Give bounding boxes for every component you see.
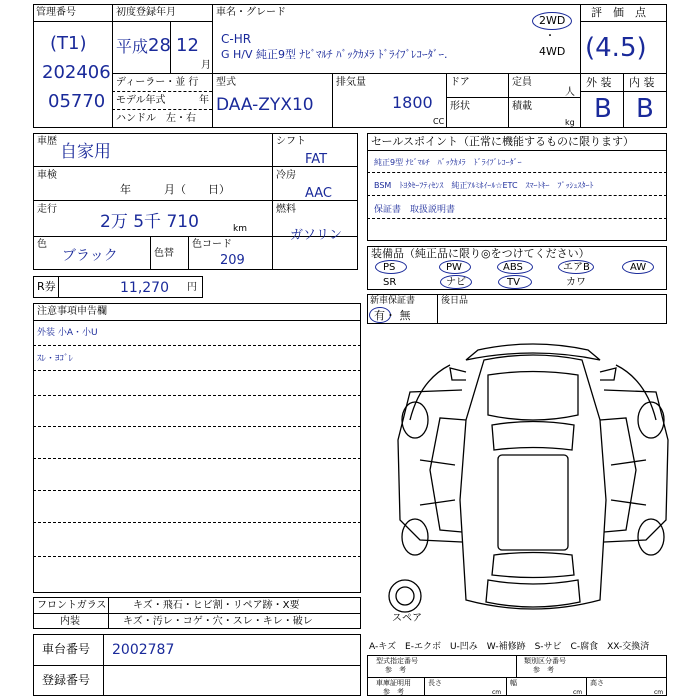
front-glass-label: フロントガラス	[37, 600, 107, 611]
exterior-grade: B	[594, 94, 612, 124]
height-label: 高さ	[590, 679, 604, 687]
length-unit: cm	[492, 689, 502, 696]
width-unit: cm	[573, 689, 583, 696]
spare-label: スペア	[392, 613, 422, 624]
shift-value: FAT	[305, 152, 328, 167]
notes-line-2: ｽﾚ・ﾖｺﾞﾚ	[37, 354, 74, 364]
ac-label: 冷房	[276, 170, 296, 181]
equip-tv: TV	[507, 277, 520, 288]
sales-point-line-1: 純正9型 ﾅﾋﾞﾏﾙﾁ ﾊﾞｯｸｶﾒﾗ ﾄﾞﾗｲﾌﾞﾚｺｰﾀﾞｰ	[374, 158, 522, 167]
recycle-label: R券	[37, 280, 56, 293]
car-grade: G H/V 純正9型 ﾅﾋﾞﾏﾙﾁ ﾊﾞｯｸｶﾒﾗ ﾄﾞﾗｲﾌﾞﾚｺｰﾀﾞｰ.	[221, 48, 448, 61]
vehicle-cert-label: 車庫証明用	[376, 679, 411, 687]
category-label: 類別区分番号	[524, 657, 566, 665]
vehicle-cert-reference: 参 考	[383, 688, 404, 696]
warranty-options: 有・ 無	[374, 309, 411, 322]
interior-condition-label: 内装	[60, 616, 80, 627]
color-change-label: 色替	[154, 248, 174, 259]
history-value: 自家用	[60, 142, 111, 162]
dealer-label: ディーラー・並 行	[116, 77, 199, 88]
lot-number-label: 管理番号	[36, 7, 76, 18]
score-label: 評 価 点	[591, 6, 646, 19]
equip-airbag: エアB	[563, 262, 590, 273]
displacement-value: 1800	[392, 93, 433, 112]
type-label: 型式	[216, 77, 236, 88]
type-designation-label: 型式指定番号	[376, 657, 418, 665]
shaken-label: 車検	[37, 170, 57, 181]
overall-score: (4.5)	[585, 33, 647, 63]
mileage-label: 走行	[37, 204, 57, 215]
length-label: 長さ	[428, 679, 442, 687]
displacement-label: 排気量	[336, 77, 366, 88]
yen-unit: 円	[187, 282, 197, 293]
recycle-value: 11,270	[120, 280, 169, 296]
interior-grade: B	[636, 94, 654, 124]
registration-year: 28	[148, 35, 171, 56]
height-unit: cm	[654, 689, 664, 696]
equip-sr: SR	[383, 277, 397, 288]
mileage-value: 2万 5千 710	[100, 212, 199, 232]
type-value: DAA-ZYX10	[216, 95, 314, 115]
equip-ps: PS	[383, 262, 396, 273]
lot-prefix: (T1)	[50, 33, 87, 54]
warranty-label: 新車保証書	[370, 296, 416, 306]
type-designation-reference: 参 考	[385, 666, 406, 674]
ac-value: AAC	[305, 186, 332, 201]
equip-leather: カワ	[566, 277, 586, 288]
chassis-number: 2002787	[112, 642, 175, 658]
chassis-label: 車台番号	[42, 642, 91, 656]
shape-label: 形状	[450, 101, 470, 112]
drive-2wd: 2WD	[539, 14, 566, 27]
registration-number-label: 登録番号	[42, 673, 91, 687]
load-label: 積載	[512, 101, 532, 112]
notes-line-1: 外装 小A・小U	[37, 328, 98, 338]
kg-unit: kg	[565, 118, 575, 127]
interior-label: 内 装	[629, 76, 655, 89]
handle-label: ハンドル 左・右	[116, 113, 196, 124]
capacity-label: 定員	[512, 77, 532, 88]
door-label: ドア	[450, 77, 470, 88]
model-year-unit: 年	[199, 95, 209, 106]
exterior-label: 外 装	[586, 76, 612, 89]
later-items-label: 後日品	[441, 296, 469, 306]
month-unit: 月	[201, 60, 211, 71]
fuel-value: ガソリン	[290, 228, 343, 243]
notes-title: 注意事項申告欄	[37, 306, 107, 317]
equip-navi: ナビ	[446, 277, 466, 288]
interior-condition-text: キズ・汚レ・コゲ・穴・スレ・キレ・破レ	[123, 616, 313, 627]
lot-number-line2: 05770	[48, 91, 106, 112]
color-code-label: 色コード	[192, 239, 232, 250]
km-unit: km	[233, 224, 247, 234]
lot-number-line1: 202406	[42, 62, 111, 83]
shaken-text: 年 月（ 日）	[120, 183, 230, 196]
history-label: 車歴	[37, 136, 57, 147]
drive-4wd: 4WD	[539, 45, 566, 58]
sales-point-line-3: 保証書 取扱説明書	[374, 205, 456, 215]
first-registration-label: 初度登録年月	[116, 7, 176, 18]
car-name: C-HR	[221, 32, 252, 46]
name-grade-label: 車名・グレード	[216, 7, 286, 18]
width-label: 幅	[510, 679, 517, 687]
equip-abs: ABS	[503, 262, 523, 273]
sales-point-line-2: BSM ﾄﾖﾀｾｰﾌﾃｨｾﾝｽ 純正ｱﾙﾐﾎｲｰﾙ☆ETC ｽﾏｰﾄｷｰ ﾌﾟｯｼｭｽﾀｰﾄ	[374, 181, 594, 190]
shift-label: シフト	[276, 136, 306, 147]
color-label: 色	[37, 239, 47, 250]
person-unit: 人	[565, 87, 575, 98]
equipment-title: 装備品（純正品に限り◎をつけてください）	[371, 247, 590, 260]
color-code-value: 209	[220, 253, 245, 268]
sales-points-title: セールスポイント（正常に機能するものに限ります）	[371, 135, 635, 148]
front-glass-text: キズ・飛石・ヒビ割・リペア跡・X要	[133, 600, 300, 611]
model-year-label: モデル年式	[116, 95, 166, 106]
fuel-label: 燃料	[276, 204, 296, 215]
color-value: ブラック	[62, 248, 118, 264]
category-reference: 参 考	[533, 666, 554, 674]
equip-aw: AW	[630, 262, 647, 273]
cc-unit: CC	[433, 117, 445, 126]
equip-pw: PW	[446, 262, 462, 273]
damage-legend: A-キズ E-エクボ U-凹み W-補修跡 S-サビ C-腐食 XX-交換済	[369, 642, 650, 652]
registration-era: 平成	[116, 37, 149, 56]
registration-month: 12	[176, 35, 199, 56]
drive-dot: ・	[545, 31, 555, 42]
